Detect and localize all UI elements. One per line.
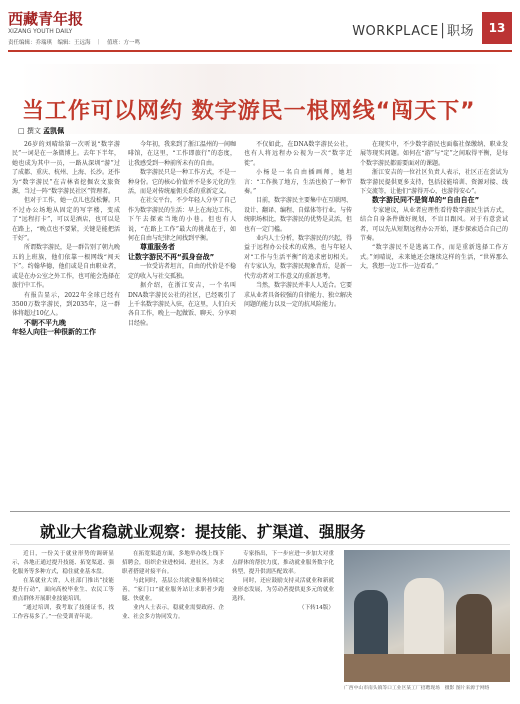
paragraph: 数字游民只是一种工作方式，不是一种身份。它的核心价值并不是多元化的生活，而是对传统雇佣关系的重新定义。: [128, 169, 236, 196]
main-headline: 当工作可以网约 数字游民一根网线“闯天下”: [22, 99, 476, 124]
paragraph: 业内人士分析，数字游民的兴起，得益于远程办公技术的成熟，也与年轻人对“工作与生活平衡”的追求密切相关。有专家认为，数字游民现象背后，是新一代劳动者对工作意义的重新思考。: [244, 235, 352, 280]
bottom-column-2: [122, 550, 224, 690]
photo-desk: [344, 654, 510, 682]
paragraph: 当然，数字游民并非人人适合。它要求从业者具备较强的自律能力、独立解决问题的能力以及一定的抗风险能力。: [244, 282, 352, 308]
bottom-column-1: [12, 550, 114, 690]
paragraph: 业内人士表示，稳就业需要政府、企业、社会多方协同发力。: [122, 605, 224, 620]
paragraph: 一位受访者坦言，自由的代价是不稳定的收入与社交孤独。: [128, 263, 236, 280]
article-column-4: [360, 140, 508, 508]
paragraph: 专家指出，下一步应进一步加大对重点群体的帮扶力度，推动就业服务数字化转型，提升供需匹配效率。: [232, 551, 334, 575]
section-label: WORKPLACE│职场: [352, 24, 474, 39]
paragraph: “通过培训，我考取了技能证书，找工作容易多了。”一位受训青年说。: [12, 605, 114, 620]
page-number: 13: [482, 12, 512, 44]
newspaper-logo: 西藏青年报: [8, 10, 84, 28]
article-column-2: [128, 140, 236, 508]
paragraph: 有报告显示，2022年全球已经有3500万数字游民，到2035年，这一群体将超过10亿人。: [12, 291, 120, 318]
newspaper-subtitle: XIZANG YOUTH DAILY: [8, 28, 73, 35]
continued-note: （下转14版）: [298, 605, 334, 611]
paragraph: 26岁的刘晴给第一次听说“数字游民”一词是在一条微博上。去年下半年，她也成为其中一员，一路从深圳“游”过了成都、重庆、杭州、上海、长沙。还作为“数字游民”在吉林省挖掘农文旅资源，当过一阵“数字游民社区”管理者。: [12, 141, 120, 196]
headline-rule: [10, 544, 510, 545]
subheading: 不朝不平九晚 年轻人向往一种很新的工作: [12, 318, 96, 337]
paragraph: 近日，一份关于就业形势的调研显示，各地正通过提升技能、拓宽渠道、强化服务等多种方式，稳住就业基本盘。: [12, 551, 114, 575]
byline: [18, 126, 64, 136]
paragraph: 今年初，我来到了浙江温州的一间咖啡馆，在这里，“工作即旅行”的态度，让我感受到一种前所未有的自由。: [128, 141, 236, 167]
paragraph: 与此同时，基层公共就业服务持续完善，“家门口”就业服务站让求职者少跑腿、快就业。: [122, 578, 224, 602]
paragraph: 所谓数字游民，是一群告别了朝九晚五的上班族，他们依靠一根网线“闯天下”。约翰华德，他们或是自由职业者，或是在办公室之外工作，也可能会选择在旅行中工作。: [12, 244, 120, 290]
article-column-3: [244, 140, 352, 508]
photo-caption: 广西中山市南头镇等口工业区某工厂招聘现场 摄影 图片来源于网络: [344, 686, 490, 691]
paragraph: 但对于工作，她一点儿也没松懈。只不过办公场地从固定的写字楼，变成了“远程打卡”，可以是酒店，也可以是在路上，“晚点也不要紧，关键是能把活干好”。: [12, 197, 120, 243]
news-photo: [344, 550, 510, 682]
editor-meta: 责任编辑：乔瑞琪 编辑：王远海 ｜ 值班：方一鸣: [8, 40, 141, 46]
byline-author: 孟凯佩: [43, 126, 65, 135]
paragraph: 在社交平台，不少年轻人分享了自己作为数字游民的生活：早上在海边工作，下午去探索当地的小巷。但也有人说，“在路上工作”最大的挑战在于，如何在自由与纪律之间找到平衡。: [128, 197, 236, 243]
second-headline: 就业大省稳就业观察：提技能、扩渠道、强服务: [40, 523, 366, 541]
section-divider: [10, 511, 510, 512]
paragraph: “数字游民不是逃离工作，而是重新选择工作方式。”刘晴说，未来她还会继续这样的生活，“世界那么大，我想一边工作一边看看。”: [360, 244, 508, 271]
paragraph: 同时，还应鼓励支持灵活就业和新就业形态发展，为劳动者提供更多元的就业选择。: [232, 578, 334, 602]
paragraph: 目前，数字游民主要集中在互联网、设计、翻译、编程、自媒体等行业。与传统职场相比，数字游民的优势是灵活，但也有一定门槛。: [244, 197, 352, 233]
paragraph: 在现实中，不少数字游民也面临社保缴纳、职业发展等现实问题。如何在“游”与“定”之间取得平衡，是每个数字游民都需要面对的课题。: [360, 141, 508, 167]
byline-label: □ 撰文: [18, 127, 41, 135]
paragraph: 据介绍，在浙江安吉，一个名叫DNA数字游民公社的社区，已经吸引了上千名数字游民入驻，在这里，人们白天各自工作，晚上一起做饭、聊天、分享项目经验。: [128, 282, 236, 327]
paragraph: 专家建议，从业者应理性看待数字游民生活方式，结合自身条件做好规划，不盲目跟风。对于有意尝试者，可以先从短期远程办公开始，逐步探索适合自己的节奏。: [360, 206, 508, 243]
bottom-column-3: [232, 550, 334, 690]
paragraph: 小杨是一名自由插画师，她坦言：“工作换了地方，生活也换了一种节奏。”: [244, 169, 352, 196]
paragraph: 浙江安吉的一位社区负责人表示，社区正在尝试为数字游民提供更多支持，包括技能培训、资源对接、线下交流等，让他们“游得开心，也游得安心”。: [360, 169, 508, 196]
article-column-1: [12, 140, 120, 508]
paragraph: 不仅如此，在DNA数字游民公社，也有人将远程办公视为一次“数字迁徙”。: [244, 141, 352, 167]
subheading: 尊重服务者 让数字游民不再“孤身奋战”: [128, 243, 215, 261]
paragraph: 在某就业大省，人社部门推出“技能提升行动”，面向高校毕业生、农民工等重点群体开展职业技能培训。: [12, 578, 114, 602]
paragraph: 在拓宽渠道方面，多地举办线上线下招聘会，组织企业进校园、进社区，为求职者搭建对接平台。: [122, 551, 224, 575]
subheading: 数字游民同不是简单的“自由自在”: [372, 196, 480, 205]
masthead: [8, 6, 512, 52]
